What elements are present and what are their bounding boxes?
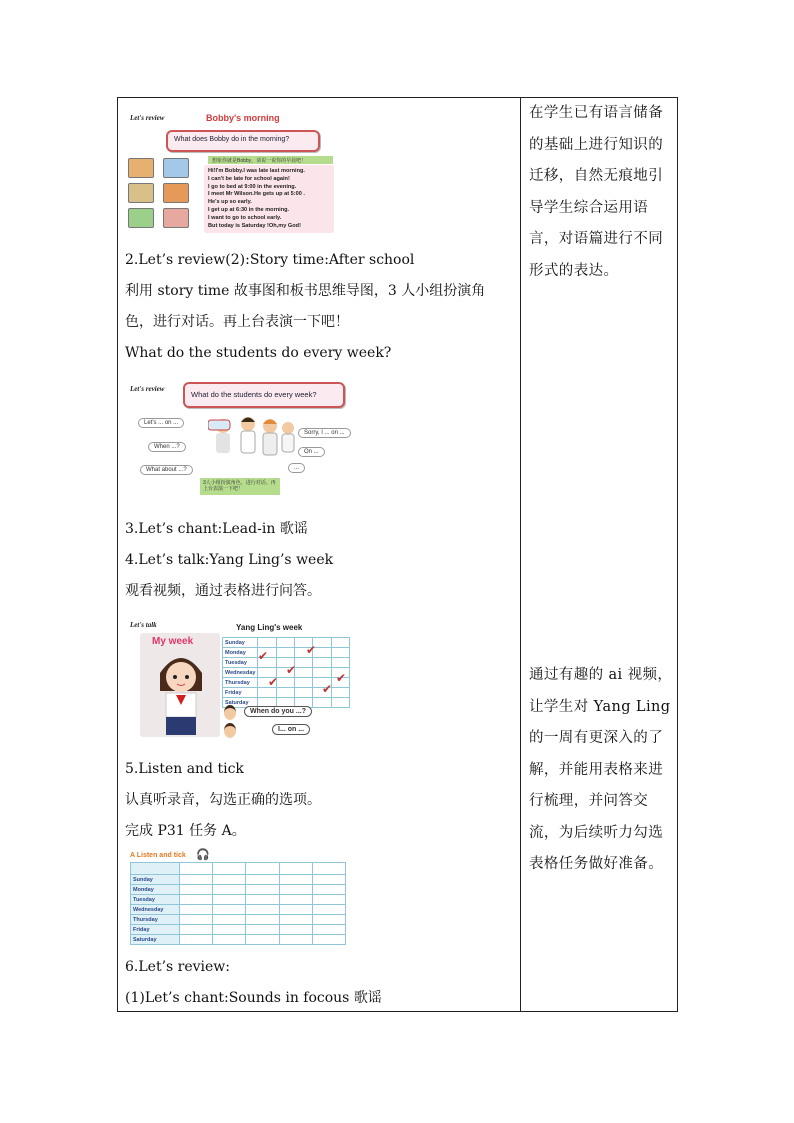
step-2-desc-2: 色，进行对话。再上台表演一下吧！ (125, 314, 349, 330)
day-cell: Sunday (223, 638, 258, 648)
tick-mark: ✔ (268, 675, 279, 689)
students-task-sticker (200, 478, 280, 495)
step-6-title: 6.Let’s review: (125, 959, 230, 975)
story-thumb-6 (163, 208, 189, 228)
bobby-title: Bobby's morning (206, 113, 280, 123)
step-2-desc-1: 利用 story time 故事图和板书思维导图，3 人小组扮演角 (125, 283, 486, 299)
step-5-desc: 认真听录音，勾选正确的选项。 (125, 792, 321, 808)
girl-illustration (150, 647, 212, 737)
bubble-text: When ...? (154, 444, 180, 450)
bobby-hint-sticker (208, 156, 333, 164)
my-week-title: My week (152, 636, 194, 647)
day-cell: Monday (131, 885, 180, 895)
listen-tick-table (130, 862, 346, 945)
step-2-question: What do the students do every week? (125, 345, 392, 361)
day-cell: Sunday (131, 875, 180, 885)
bobby-morning-slide (126, 106, 356, 234)
day-cell: Monday (223, 648, 258, 658)
bubble-text: Let's ... on ... (144, 420, 179, 426)
bubble-text: On ... (304, 449, 319, 455)
day-cell: Thursday (223, 678, 258, 688)
bobby-question: What does Bobby do in the morning? (174, 136, 290, 143)
speech-bubble-3 (140, 465, 193, 475)
when-question-bubble (244, 706, 312, 717)
students-week-slide (126, 376, 358, 501)
speech-bubble-2 (148, 442, 186, 452)
day-cell: Thursday (131, 915, 180, 925)
bobby-question-box (166, 130, 320, 152)
step-2-title: 2.Let’s review(2):Story time:After school (125, 252, 415, 268)
day-cell: Friday (131, 925, 180, 935)
step-5-task: 完成 P31 任务 A。 (125, 823, 246, 839)
bobby-story-text (208, 168, 305, 230)
story-line: I get up at 6:30 in the morning. (208, 206, 290, 213)
lets-review-label-2: Let's review (130, 385, 165, 393)
yang-ling-week-title: Yang Ling's week (236, 623, 303, 632)
story-thumb-2 (163, 158, 189, 178)
story-line: I meet Mr Wilson.He gets up at 5:00 . (208, 191, 305, 198)
day-cell: Tuesday (131, 895, 180, 905)
bubble-text: What about ...? (146, 467, 187, 473)
speech-bubble-1 (138, 418, 184, 428)
tick-mark: ✔ (286, 663, 297, 677)
bubble-text: When do you ...? (250, 708, 306, 715)
boy-avatar (224, 705, 236, 720)
step-4-desc: 观看视频，通过表格进行问答。 (125, 583, 321, 599)
tick-mark: ✔ (336, 671, 347, 685)
listen-tick-label: A Listen and tick (130, 852, 186, 859)
bubble-text: I... on ... (278, 726, 305, 733)
story-thumb-4 (163, 183, 189, 203)
story-line: Hi!I'm Bobby.I was late last morning. (208, 168, 305, 174)
girl-avatar (224, 723, 236, 738)
story-line: I want to go to school early. (208, 214, 282, 221)
step-5-title: 5.Listen and tick (125, 761, 244, 777)
my-week-card (140, 633, 220, 737)
story-line: I can't be late for school again! (208, 175, 290, 182)
tick-mark: ✔ (258, 649, 269, 663)
story-line: He's up so early. (208, 199, 252, 206)
design-intent-2: 通过有趣的 ai 视频，让学生对 Yang Ling 的一周有更深入的了解，并能用表格来进行梳理，并问答交流，为后续听力勾选表格任务做好准备。 (529, 667, 673, 872)
day-cell: Wednesday (131, 905, 180, 915)
day-cell: Saturday (223, 698, 258, 708)
lesson-plan-table (117, 97, 678, 1012)
tick-mark: ✔ (322, 682, 333, 696)
design-intent-1: 在学生已有语言储备的基础上进行知识的迁移，自然无痕地引导学生综合运用语言，对语篇进行不同形式的表达。 (529, 105, 664, 279)
story-line: I go to bed at 9:00 in the evening. (208, 183, 297, 190)
speech-bubble-4 (298, 428, 351, 438)
answer-bubble (272, 724, 310, 735)
story-thumb-3 (128, 183, 154, 203)
students-task-text: 3人小组扮演角色，进行对话。再上台表演一下吧！ (203, 480, 276, 492)
tick-mark: ✔ (306, 643, 317, 657)
students-question: What do the students do every week? (191, 390, 317, 399)
speech-bubble-5 (298, 447, 325, 457)
story-thumb-5 (128, 208, 154, 228)
yang-ling-week-slide (126, 613, 354, 741)
bubble-text: Sorry, I ... on ... (304, 430, 345, 436)
step-4-title: 4.Let’s talk:Yang Ling’s week (125, 552, 334, 568)
day-cell: Saturday (131, 935, 180, 945)
day-cell: Friday (223, 688, 258, 698)
lets-talk-label: Let's talk (130, 621, 157, 629)
day-cell: Wednesday (223, 668, 258, 678)
day-cell: Tuesday (223, 658, 258, 668)
step-6-sub: (1)Let’s chant:Sounds in focous 歌谣 (125, 990, 382, 1006)
lets-review-label: Let's review (130, 114, 165, 122)
step-3-title: 3.Let’s chant:Lead-in 歌谣 (125, 521, 308, 537)
bobby-hint: 想象你就是Bobby，请说一说你的早晨吧！ (212, 158, 307, 164)
students-question-box (183, 382, 345, 408)
headphone-icon: 🎧 (196, 848, 210, 861)
bubble-text: ... (294, 465, 300, 471)
procedure-column (118, 98, 520, 1011)
listen-tick-slide (128, 848, 350, 948)
intent-column (521, 98, 678, 1011)
students-illustration (208, 414, 298, 478)
story-thumb-1 (128, 158, 154, 178)
story-line: But today is Saturday !Oh,my God! (208, 222, 301, 229)
